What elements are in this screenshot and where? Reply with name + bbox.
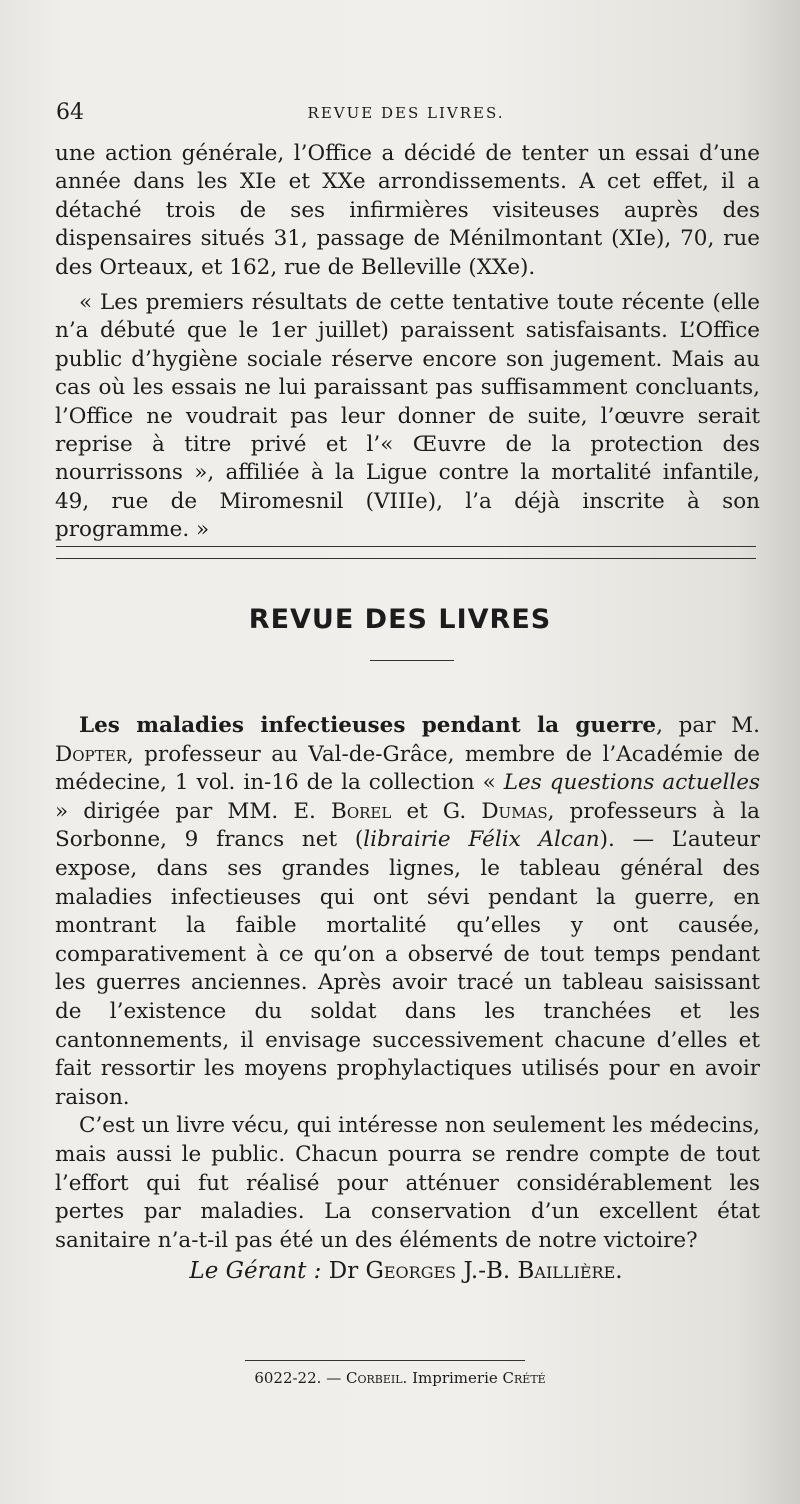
review-editor-1: Borel	[331, 798, 392, 824]
review-text-5: ). — L’auteur expose, dans ses grandes lignes, le tableau général des maladies infectieuses qui ont sévi pendant la guerre, en montrant la faible mortalité qu’elles y ont causée, comparativement à ce qu’on a observé de tout temps pendant les guerres anciennes. Après avoir tracé un tableau saisissant de l’existence du soldat dans les tranchées et les cantonnements, il envisage successivement chacune d’elles et fait ressortir les moyens prophylactiques utilisés pour en avoir raison.	[55, 827, 760, 1110]
book-review	[55, 712, 760, 1255]
printer-dash: —	[326, 1369, 342, 1387]
printer-rule	[245, 1360, 525, 1361]
printer-city: Corbeil.	[345, 1369, 408, 1387]
signature-name: Georges J.-B. Baillière.	[365, 1258, 623, 1284]
printer-text: Imprimerie	[412, 1369, 498, 1387]
review-paragraph-1	[55, 712, 760, 1112]
review-paragraph-2: C’est un livre vécu, qui intéresse non seulement les médecins, mais aussi le public. Chacun pourra se rendre compte de tout l’effort qui fut réalisé pour atténuer considérablement les pertes par maladies. La conservation d’un excellent état sanitaire n’a-t-il pas été un des éléments de notre victoire?	[55, 1113, 760, 1253]
review-text-4: , professeurs à la Sorbonne, 9 francs net (	[55, 798, 760, 853]
running-head: REVUE DES LIVRES.	[307, 104, 505, 122]
review-collection: Les questions actuelles	[503, 770, 760, 796]
double-rule-top	[56, 546, 756, 547]
review-text-1: , professeur au Val-de-Grâce, membre de l’Académie de médecine, 1 vol. in-16 de la collection «	[55, 741, 760, 796]
paragraph-2: « Les premiers résultats de cette tentative toute récente (elle n’a débuté que le 1er juillet) paraissent satisfaisants. L’Office public d’hygiène sociale réserve encore son jugement. Mais au cas où les essais ne lui paraissant pas suffisamment concluants, l’Office ne voudrait pas leur donner de suite, l’œuvre serait reprise à titre privé et l’« Œuvre de la protection des nourrissons », affiliée à la Ligue contre la mortalité infantile, 49, rue de Miromesnil (VIIIe), l’a déjà inscrite à son programme. »	[55, 290, 760, 543]
printer-line	[0, 1369, 800, 1387]
double-rule-bottom	[56, 558, 756, 559]
review-text-2: » dirigée par MM. E.	[55, 798, 332, 824]
printer-name: Crété	[502, 1369, 546, 1387]
signature-title: Dr	[328, 1258, 359, 1284]
page-number: 64	[56, 100, 84, 125]
review-book-title: Les maladies infectieuses pendant la guerre	[79, 713, 657, 738]
paragraph-1: une action générale, l’Office a décidé de tenter un essai d’une année dans les XIe et XXe arrondissements. A cet effet, il a détaché trois de ses infirmières visiteuses auprès des dispensaires situés 31, passage de Ménilmontant (XIe), 70, rue des Orteaux, et 162, rue de Belleville (XXe).	[55, 141, 760, 280]
signature-line	[56, 1258, 756, 1284]
review-text-3: et G.	[391, 798, 482, 824]
review-by: , par M.	[656, 713, 760, 738]
printer-number: 6022-22.	[254, 1369, 322, 1387]
review-author: Dopter	[55, 741, 127, 767]
section-title: REVUE DES LIVRES	[248, 604, 552, 635]
review-editor-2: Dumas	[481, 798, 548, 824]
signature-label: Le Gérant :	[189, 1258, 322, 1284]
review-publisher: librairie Félix Alcan	[363, 827, 600, 853]
section-divider	[370, 660, 454, 661]
page-header	[56, 100, 756, 134]
